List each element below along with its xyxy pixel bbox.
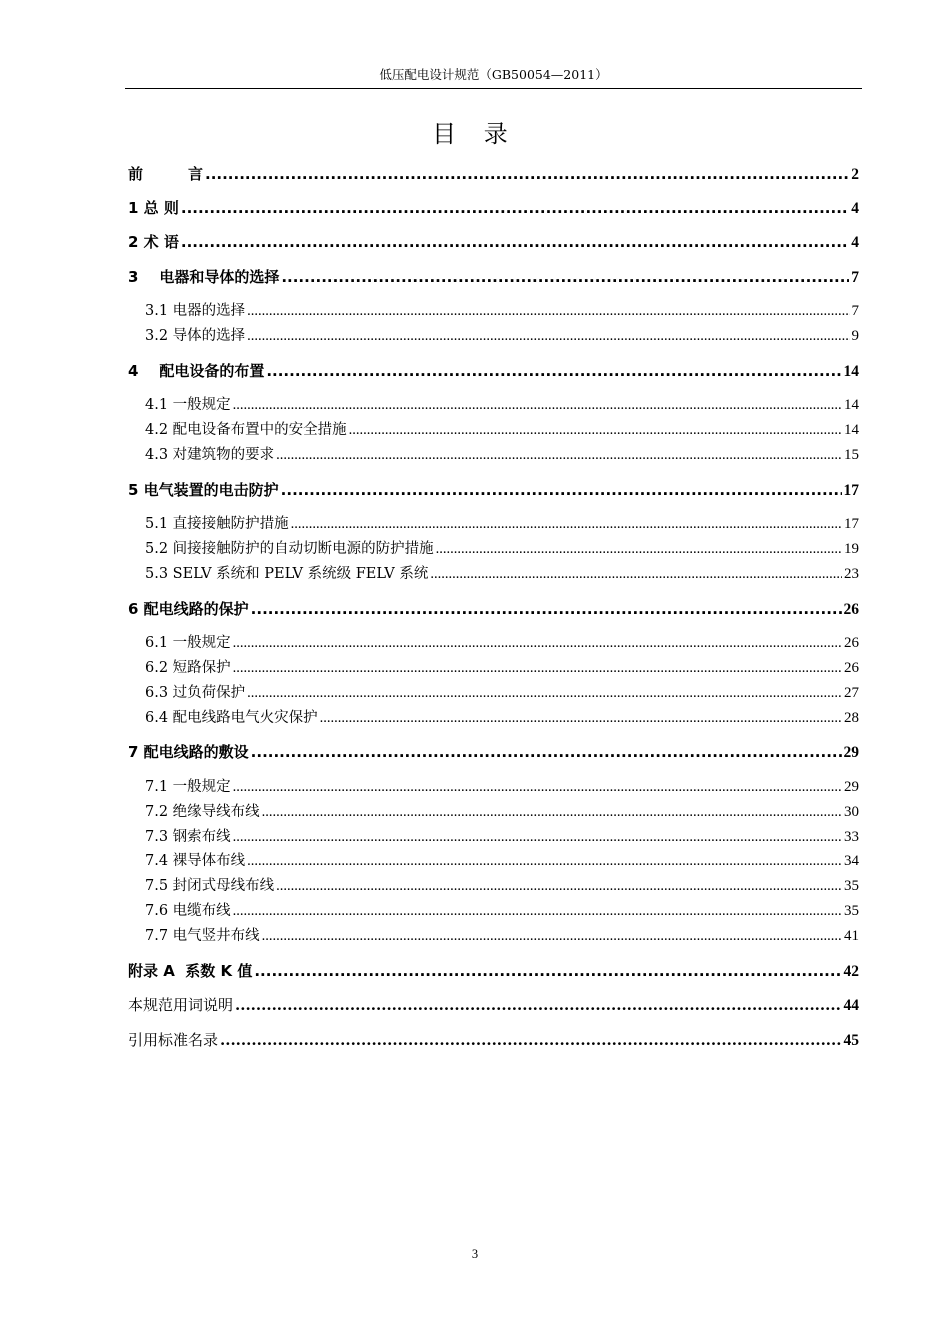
toc-entry-label: 附录 A 系数 K 值	[128, 962, 253, 980]
leader-dots	[247, 326, 849, 346]
leader-dots	[233, 658, 842, 678]
leader-dots	[349, 420, 842, 440]
leader-dots	[281, 267, 849, 287]
toc-entry-page: 29	[844, 779, 859, 795]
toc-entry-section-4-1[interactable]	[145, 395, 859, 415]
toc-entry-label: 3.1 电器的选择	[145, 303, 246, 319]
toc-entry-label: 4.1 一般规定	[145, 397, 231, 413]
leader-dots	[436, 539, 842, 559]
toc-entry-page: 34	[844, 853, 859, 869]
toc-entry-section-7-7[interactable]	[145, 926, 859, 946]
toc-entry-chapter-6[interactable]	[128, 599, 859, 620]
leader-dots	[247, 301, 849, 321]
leader-dots	[430, 564, 842, 584]
toc-title: 目 录	[432, 120, 518, 148]
toc-entry-section-5-2[interactable]	[145, 539, 859, 559]
leader-dots	[233, 633, 842, 653]
toc-entry-page: 14	[844, 422, 859, 438]
toc-entry-section-4-3[interactable]	[145, 445, 859, 465]
leader-dots	[251, 742, 842, 762]
toc-entry-label: 5 电气装置的电击防护	[128, 481, 279, 499]
toc-entry-page: 17	[843, 482, 859, 499]
leader-dots	[247, 851, 842, 871]
toc-entry-label: 5.3 SELV 系统和 PELV 系统级 FELV 系统	[145, 566, 429, 582]
toc-entry-page: 30	[844, 804, 859, 820]
leader-dots	[233, 827, 842, 847]
toc-entry-label: 3 电器和导体的选择	[128, 268, 280, 286]
leader-dots	[233, 777, 842, 797]
leader-dots	[181, 198, 849, 218]
toc-entry-label: 4.2 配电设备布置中的安全措施	[145, 422, 347, 438]
toc-entry-label: 1 总 则	[128, 199, 179, 217]
toc-entry-label: 7.3 钢索布线	[145, 829, 231, 845]
leader-dots	[205, 164, 849, 184]
toc-entry-label: 6.3 过负荷保护	[145, 685, 246, 701]
leader-dots	[233, 395, 842, 415]
leader-dots	[320, 708, 842, 728]
toc-entry-page: 7	[851, 303, 859, 319]
toc-entry-label: 前 言	[128, 165, 204, 183]
toc-entry-section-7-6[interactable]	[145, 901, 859, 921]
toc-entry-chapter-3[interactable]	[128, 267, 859, 288]
leader-dots	[262, 802, 842, 822]
toc-entry-chapter-1[interactable]	[128, 198, 859, 219]
toc-entry-page: 14	[843, 363, 859, 380]
toc-entry-page: 45	[843, 1032, 859, 1049]
toc-entry-page: 35	[844, 878, 859, 894]
toc-entry-label: 2 术 语	[128, 233, 179, 251]
toc-entry-chapter-2[interactable]	[128, 232, 859, 253]
toc-entry-label: 5.2 间接接触防护的自动切断电源的防护措施	[145, 541, 434, 557]
leader-dots	[181, 232, 849, 252]
toc-entry-label: 引用标准名录	[128, 1031, 219, 1049]
toc-entry-page: 17	[844, 516, 859, 532]
leader-dots	[266, 361, 841, 381]
toc-entry-page: 4	[851, 234, 859, 251]
page-number: 3	[471, 1247, 479, 1261]
toc-entry-section-7-3[interactable]	[145, 827, 859, 847]
toc-entry-page: 28	[844, 710, 859, 726]
toc-entry-section-6-4[interactable]	[145, 708, 859, 728]
toc-entry-section-7-4[interactable]	[145, 851, 859, 871]
toc-entry-label: 4.3 对建筑物的要求	[145, 447, 275, 463]
toc-entry-chapter-5[interactable]	[128, 480, 859, 501]
toc-entry-page: 7	[851, 269, 859, 286]
toc-entry-page: 2	[851, 166, 859, 183]
toc-entry-section-6-2[interactable]	[145, 658, 859, 678]
leader-dots	[220, 1030, 841, 1050]
toc-entry-page: 35	[844, 903, 859, 919]
toc-entry-section-3-2[interactable]	[145, 326, 859, 346]
toc-entry-label: 7.7 电气竖井布线	[145, 928, 260, 944]
toc-entry-label: 5.1 直接接触防护措施	[145, 516, 289, 532]
toc-entry-label: 7 配电线路的敷设	[128, 743, 249, 761]
toc-entry-page: 14	[844, 397, 859, 413]
running-header: 低压配电设计规范（GB50054—2011）	[125, 66, 862, 89]
toc-entry-section-7-2[interactable]	[145, 802, 859, 822]
leader-dots	[233, 901, 842, 921]
toc-entry-page: 19	[844, 541, 859, 557]
toc-entry-appendix-a[interactable]	[128, 961, 859, 982]
toc-entry-page: 42	[843, 963, 859, 980]
toc-entry-referenced-standards[interactable]	[128, 1030, 859, 1051]
toc-entry-page: 9	[851, 328, 859, 344]
toc-entry-chapter-7[interactable]	[128, 742, 859, 763]
toc-entry-page: 41	[844, 928, 859, 944]
toc-entry-label: 本规范用词说明	[128, 996, 234, 1014]
leader-dots	[276, 445, 842, 465]
leader-dots	[281, 480, 842, 500]
toc-entry-label: 7.5 封闭式母线布线	[145, 878, 275, 894]
toc-entry-section-7-5[interactable]	[145, 876, 859, 896]
toc-entry-page: 23	[844, 566, 859, 582]
toc-entry-page: 44	[843, 997, 859, 1014]
toc-entry-section-7-1[interactable]	[145, 777, 859, 797]
toc-entry-page: 26	[844, 660, 859, 676]
toc-entry-label: 6.2 短路保护	[145, 660, 231, 676]
toc-entry-page: 26	[843, 601, 859, 618]
leader-dots	[235, 995, 841, 1015]
leader-dots	[254, 961, 841, 981]
toc-entry-page: 26	[844, 635, 859, 651]
toc-entry-label: 7.6 电缆布线	[145, 903, 231, 919]
toc-entry-label: 7.1 一般规定	[145, 779, 231, 795]
toc-entry-label: 6.1 一般规定	[145, 635, 231, 651]
leader-dots	[251, 599, 842, 619]
leader-dots	[291, 514, 842, 534]
toc-entry-preface[interactable]	[128, 164, 859, 185]
toc-entry-label: 3.2 导体的选择	[145, 328, 246, 344]
toc-entry-label: 7.4 裸导体布线	[145, 853, 246, 869]
leader-dots	[276, 876, 842, 896]
toc-entry-page: 15	[844, 447, 859, 463]
toc-entry-label: 6 配电线路的保护	[128, 600, 249, 618]
toc-entry-page: 33	[844, 829, 859, 845]
toc-entry-label: 7.2 绝缘导线布线	[145, 804, 260, 820]
toc-entry-page: 29	[843, 744, 859, 761]
toc-entry-section-5-3[interactable]	[145, 564, 859, 584]
toc-entry-wording-explanation[interactable]	[128, 995, 859, 1016]
toc-entry-section-4-2[interactable]	[145, 420, 859, 440]
toc-entry-label: 4 配电设备的布置	[128, 362, 265, 380]
toc-entry-label: 6.4 配电线路电气火灾保护	[145, 710, 318, 726]
leader-dots	[247, 683, 842, 703]
toc-entry-section-5-1[interactable]	[145, 514, 859, 534]
toc-entry-section-6-3[interactable]	[145, 683, 859, 703]
toc-entry-section-3-1[interactable]	[145, 301, 859, 321]
toc-entry-chapter-4[interactable]	[128, 361, 859, 382]
toc-entry-page: 4	[851, 200, 859, 217]
toc-entry-section-6-1[interactable]	[145, 633, 859, 653]
leader-dots	[262, 926, 842, 946]
toc-entry-page: 27	[844, 685, 859, 701]
